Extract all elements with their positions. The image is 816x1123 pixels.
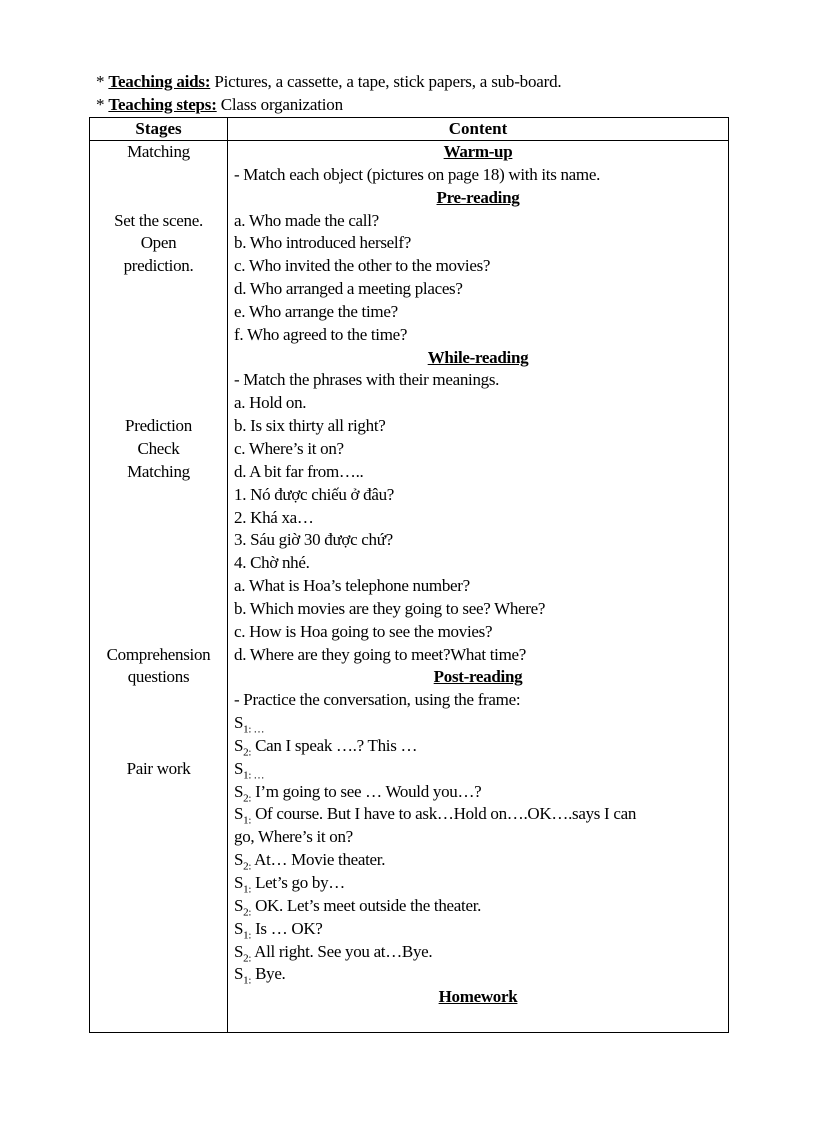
dialogue-text: At… Movie theater. bbox=[251, 850, 386, 870]
speaker-label: S bbox=[234, 895, 244, 915]
content-line: b. Which movies are they going to see? Where? bbox=[234, 598, 546, 618]
stage-label: prediction. bbox=[123, 256, 194, 276]
stage-label bbox=[90, 735, 227, 758]
speaker-label: S bbox=[234, 941, 244, 961]
stage-label: Matching bbox=[127, 142, 190, 161]
bullet: * bbox=[96, 95, 105, 114]
stage-label: Open bbox=[140, 233, 177, 253]
section-title: Homework bbox=[438, 987, 518, 1007]
speaker-label: S bbox=[234, 758, 244, 778]
stage-label bbox=[90, 575, 227, 598]
speaker-number: 1: … bbox=[243, 723, 265, 736]
stage-label bbox=[90, 872, 227, 895]
content-line: - Practice the conversation, using the frame: bbox=[234, 690, 521, 710]
teaching-aids-line bbox=[96, 72, 561, 92]
dialogue-text: Can I speak ….? This … bbox=[251, 735, 418, 755]
content-line: e. Who arrange the time? bbox=[234, 301, 398, 321]
content-line: 3. Sáu giờ 30 được chứ? bbox=[234, 530, 393, 550]
dialogue-text: All right. See you at…Bye. bbox=[251, 941, 433, 961]
stage-label bbox=[90, 484, 227, 507]
content-column bbox=[228, 141, 729, 1033]
bullet: * bbox=[96, 72, 105, 91]
dialogue-line bbox=[228, 735, 728, 758]
content-header: Content bbox=[228, 118, 729, 141]
stage-label bbox=[90, 324, 227, 347]
content-line: d. Where are they going to meet?What time? bbox=[234, 644, 527, 664]
speaker-label: S bbox=[234, 781, 244, 801]
speaker-number: 2: bbox=[243, 906, 252, 919]
stage-label bbox=[90, 918, 227, 941]
stage-label bbox=[90, 941, 227, 964]
dialogue-line bbox=[228, 918, 728, 941]
dialogue-line bbox=[228, 758, 728, 781]
stage-label: Set the scene. bbox=[114, 210, 203, 230]
content-line: go, Where’s it on? bbox=[234, 827, 353, 847]
content-line: - Match each object (pictures on page 18) with its name. bbox=[234, 164, 601, 184]
dialogue-line bbox=[228, 712, 728, 735]
speaker-number: 1: bbox=[243, 883, 252, 896]
dialogue-line bbox=[228, 803, 728, 826]
speaker-label: S bbox=[234, 918, 244, 938]
content-line: d. A bit far from….. bbox=[234, 461, 364, 481]
stage-label bbox=[90, 689, 227, 712]
stage-label bbox=[90, 187, 227, 210]
dialogue-text: Is … OK? bbox=[251, 918, 323, 938]
table-body-row bbox=[90, 141, 729, 1033]
stage-label: questions bbox=[127, 667, 190, 687]
stage-label bbox=[90, 347, 227, 370]
speaker-label: S bbox=[234, 735, 244, 755]
stage-label bbox=[90, 895, 227, 918]
stage-label bbox=[90, 621, 227, 644]
stage-label bbox=[90, 507, 227, 530]
dialogue-text: I’m going to see … Would you…? bbox=[251, 781, 482, 801]
speaker-number: 2: bbox=[243, 792, 252, 805]
teaching-steps-label: Teaching steps: bbox=[108, 95, 217, 114]
table-header-row bbox=[90, 118, 729, 141]
stage-label: Prediction bbox=[125, 416, 192, 436]
content-line: 4. Chờ nhé. bbox=[234, 553, 310, 573]
stage-label bbox=[90, 598, 227, 621]
stage-label bbox=[90, 392, 227, 415]
content-line: b. Who introduced herself? bbox=[234, 233, 411, 253]
content-line: c. How is Hoa going to see the movies? bbox=[234, 621, 493, 641]
speaker-label: S bbox=[234, 804, 244, 824]
stage-label bbox=[90, 781, 227, 804]
content-line: a. What is Hoa’s telephone number? bbox=[234, 576, 470, 596]
content-line: 2. Khá xa… bbox=[234, 507, 314, 527]
stage-label bbox=[90, 552, 227, 575]
section-title: Post-reading bbox=[433, 667, 523, 687]
stage-label bbox=[90, 529, 227, 552]
stage-label: Check bbox=[137, 438, 180, 458]
content-line: a. Who made the call? bbox=[234, 210, 379, 230]
content-line: c. Who invited the other to the movies? bbox=[234, 256, 491, 276]
dialogue-line bbox=[228, 895, 728, 918]
stage-label bbox=[90, 986, 227, 1009]
teaching-steps-text: Class organization bbox=[220, 95, 343, 114]
stage-label bbox=[90, 1009, 227, 1032]
dialogue-line bbox=[228, 872, 728, 895]
dialogue-text: Bye. bbox=[251, 964, 286, 984]
stage-label bbox=[90, 963, 227, 986]
section-title: Warm-up bbox=[443, 142, 513, 161]
section-title: Pre-reading bbox=[436, 187, 520, 207]
dialogue-text: Let’s go by… bbox=[251, 873, 345, 892]
speaker-number: 2: bbox=[243, 860, 252, 873]
dialogue-line bbox=[228, 781, 728, 804]
speaker-number: 2: bbox=[243, 746, 252, 759]
stage-label bbox=[90, 301, 227, 324]
stages-column bbox=[90, 141, 228, 1033]
content-line: b. Is six thirty all right? bbox=[234, 416, 386, 436]
speaker-label: S bbox=[234, 964, 244, 984]
speaker-label: S bbox=[234, 850, 244, 870]
stage-label bbox=[90, 712, 227, 735]
teaching-steps-line bbox=[96, 95, 343, 115]
stage-label: Pair work bbox=[126, 758, 191, 778]
speaker-label: S bbox=[234, 713, 244, 733]
content-line: 1. Nó được chiếu ở đâu? bbox=[234, 484, 395, 504]
content-line: a. Hold on. bbox=[234, 393, 307, 413]
speaker-number: 1: bbox=[243, 814, 252, 827]
dialogue-line bbox=[228, 941, 728, 964]
dialogue-line bbox=[228, 849, 728, 872]
stages-header: Stages bbox=[90, 118, 228, 141]
dialogue-text: OK. Let’s meet outside the theater. bbox=[251, 895, 482, 915]
stage-label bbox=[90, 826, 227, 849]
content-line: - Match the phrases with their meanings. bbox=[234, 370, 500, 390]
speaker-number: 1: bbox=[243, 929, 252, 942]
content-line: d. Who arranged a meeting places? bbox=[234, 279, 463, 299]
content-line: f. Who agreed to the time? bbox=[234, 324, 408, 344]
section-title: While-reading bbox=[427, 347, 529, 367]
stage-label bbox=[90, 849, 227, 872]
dialogue-line bbox=[228, 963, 728, 986]
speaker-number: 1: … bbox=[243, 769, 265, 782]
stage-label bbox=[90, 369, 227, 392]
lesson-table bbox=[89, 117, 729, 1033]
speaker-number: 1: bbox=[243, 974, 252, 987]
teaching-aids-label: Teaching aids: bbox=[108, 72, 211, 91]
stage-label: Matching bbox=[127, 461, 190, 481]
speaker-label: S bbox=[234, 873, 244, 892]
stage-label bbox=[90, 164, 227, 187]
teaching-aids-text: Pictures, a cassette, a tape, stick papers, a sub-board. bbox=[214, 72, 562, 91]
speaker-number: 2: bbox=[243, 951, 252, 964]
stage-label bbox=[90, 278, 227, 301]
stage-label: Comprehension bbox=[106, 644, 211, 664]
stage-label bbox=[90, 803, 227, 826]
content-line: c. Where’s it on? bbox=[234, 438, 344, 458]
dialogue-text: Of course. But I have to ask…Hold on….OK….says I can bbox=[251, 804, 637, 824]
